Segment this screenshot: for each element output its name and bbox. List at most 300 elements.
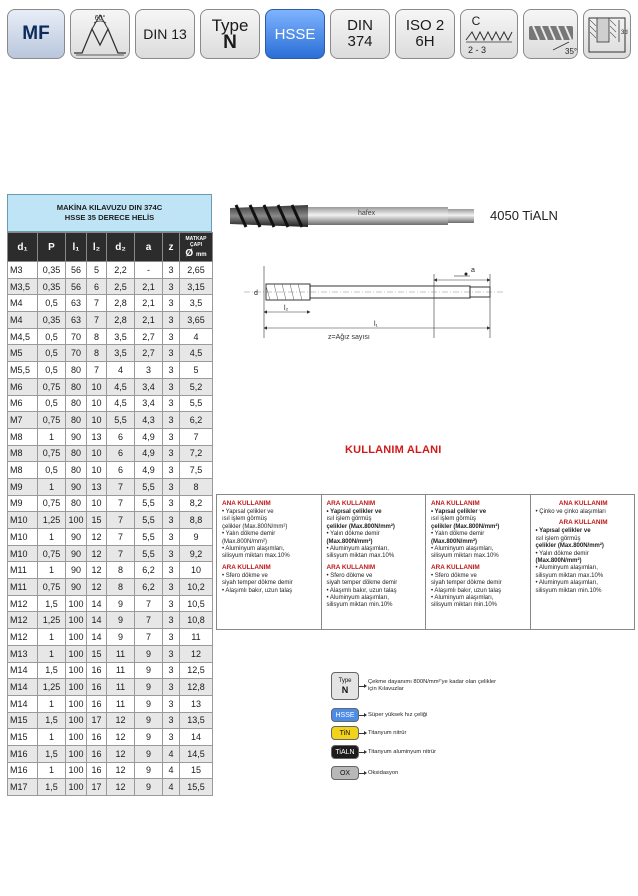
- badge-din374-line2: 374: [347, 33, 373, 50]
- table-cell: 7: [87, 362, 107, 379]
- legend-text: Çekme dayanımı 800N/mm²'ye kadar olan çelikler için Kılavuzlar: [368, 679, 497, 692]
- table-cell: 3,5: [107, 328, 135, 345]
- table-cell: 3,4: [135, 395, 163, 412]
- table-cell: 7: [87, 312, 107, 329]
- table-cell: 9: [180, 529, 213, 546]
- table-cell: M12: [8, 612, 38, 629]
- table-row: [8, 262, 213, 279]
- table-cell: 7: [87, 295, 107, 312]
- table-cell: 0,75: [38, 545, 66, 562]
- table-row: [8, 629, 213, 646]
- table-row: [8, 745, 213, 762]
- table-cell: 0,5: [38, 345, 66, 362]
- usage-item: • Aluminyum alaşımları,: [431, 546, 494, 553]
- table-cell: 16: [87, 729, 107, 746]
- usage-item: • Yapısal çelikler ve: [222, 509, 274, 515]
- table-cell: 3,5: [107, 345, 135, 362]
- table-cell: 3: [163, 512, 180, 529]
- table-cell: M16: [8, 762, 38, 779]
- table-cell: M17: [8, 779, 38, 796]
- usage-item: siyah temper dökme demir: [222, 580, 293, 587]
- table-cell: 16: [87, 695, 107, 712]
- table-row: [8, 462, 213, 479]
- table-cell: 3: [163, 562, 180, 579]
- usage-column: [531, 495, 635, 629]
- badge-din13: [135, 9, 195, 59]
- table-cell: 9: [135, 662, 163, 679]
- table-cell: 2,65: [180, 262, 213, 279]
- table-cell: 8: [107, 562, 135, 579]
- table-cell: 7: [135, 595, 163, 612]
- legend-text: Titanyum nitrür: [368, 729, 407, 736]
- table-cell: 5,5: [107, 412, 135, 429]
- table-cell: 1,5: [38, 779, 66, 796]
- legend-row: [331, 726, 406, 740]
- table-cell: 5,5: [135, 512, 163, 529]
- table-cell: 3: [163, 462, 180, 479]
- table-cell: 0,35: [38, 312, 66, 329]
- chamfer-threads-label: 2 - 3: [468, 45, 487, 55]
- table-cell: 9: [107, 629, 135, 646]
- usage-item: • Sfero dökme ve: [222, 572, 268, 579]
- table-cell: 9: [107, 612, 135, 629]
- usage-item: • Yapısal çelikler ve: [431, 509, 487, 515]
- legend-row: [331, 672, 498, 700]
- usage-item: (Max.800N/mm²): [535, 558, 582, 565]
- table-title-line1: MAKİNA KILAVUZU DIN 374C: [56, 203, 163, 212]
- table-row: [8, 562, 213, 579]
- arrow-right-icon: [359, 715, 364, 716]
- badge-iso-line1: ISO 2: [405, 17, 445, 34]
- table-cell: 4,3: [135, 412, 163, 429]
- table-cell: 3: [163, 645, 180, 662]
- table-cell: 16: [87, 762, 107, 779]
- table-cell: 100: [66, 612, 87, 629]
- usage-item: ısıl işlem görmüş: [222, 516, 268, 523]
- table-cell: 9: [135, 745, 163, 762]
- table-cell: 1: [38, 629, 66, 646]
- usage-item: (Max.800N/mm²): [326, 538, 373, 545]
- table-cell: 100: [66, 595, 87, 612]
- table-cell: 9,2: [180, 545, 213, 562]
- table-cell: 10: [87, 445, 107, 462]
- table-cell: 1: [38, 729, 66, 746]
- table-cell: M3: [8, 262, 38, 279]
- table-cell: 10: [87, 495, 107, 512]
- table-cell: 1: [38, 645, 66, 662]
- table-cell: M13: [8, 645, 38, 662]
- legend-badge: [331, 672, 359, 700]
- usage-item: (Max.800N/mm²): [431, 538, 478, 545]
- table-cell: 10,5: [180, 595, 213, 612]
- table-cell: 80: [66, 378, 87, 395]
- table-cell: 7: [107, 512, 135, 529]
- col-header-pitch: P: [38, 233, 66, 262]
- badge-type-n: [200, 9, 260, 59]
- table-cell: 3: [163, 362, 180, 379]
- table-cell: 9: [135, 762, 163, 779]
- badge-type-label: Type: [211, 16, 249, 35]
- table-cell: 14: [87, 629, 107, 646]
- table-cell: M14: [8, 679, 38, 696]
- table-cell: 3: [163, 729, 180, 746]
- table-cell: M10: [8, 512, 38, 529]
- drill-diameter-unit: mm: [195, 251, 207, 258]
- table-row: [8, 762, 213, 779]
- table-cell: 1,5: [38, 712, 66, 729]
- table-cell: M14: [8, 662, 38, 679]
- table-cell: 1: [38, 562, 66, 579]
- usage-item: • Aluminyum alaşımları,: [535, 580, 598, 587]
- table-cell: 3: [163, 395, 180, 412]
- col-header-z: z: [163, 233, 180, 262]
- badge-type-value: N: [223, 32, 237, 53]
- table-cell: 7: [135, 629, 163, 646]
- table-cell: 12,5: [180, 662, 213, 679]
- table-cell: M4: [8, 295, 38, 312]
- legend-row: [331, 745, 436, 759]
- usage-item: • Aluminyum alaşımları,: [535, 565, 598, 572]
- table-cell: 11: [107, 645, 135, 662]
- usage-item: • Yalın dökme demir: [431, 531, 485, 538]
- table-cell: M8: [8, 462, 38, 479]
- table-cell: 9: [135, 779, 163, 796]
- usage-item: (Max.800N/mm²): [222, 538, 268, 545]
- table-cell: 1: [38, 529, 66, 546]
- table-cell: M4,5: [8, 328, 38, 345]
- table-cell: 1,25: [38, 612, 66, 629]
- table-row: [8, 295, 213, 312]
- usage-item: çelikler (Max.800N/mm²): [222, 523, 288, 530]
- table-cell: M10: [8, 545, 38, 562]
- table-cell: M8: [8, 428, 38, 445]
- table-cell: 8,8: [180, 512, 213, 529]
- table-row: [8, 445, 213, 462]
- table-cell: 3: [163, 412, 180, 429]
- table-cell: 12: [87, 545, 107, 562]
- table-cell: 8: [87, 345, 107, 362]
- table-cell: 0,5: [38, 295, 66, 312]
- table-cell: 4,9: [135, 445, 163, 462]
- table-cell: 10: [87, 462, 107, 479]
- table-cell: 3: [163, 262, 180, 279]
- table-cell: M11: [8, 562, 38, 579]
- table-cell: 2,1: [135, 278, 163, 295]
- table-cell: M6: [8, 378, 38, 395]
- spec-badge-row: [7, 9, 631, 61]
- legend-text: Titanyum aluminyum nitrür: [368, 748, 437, 755]
- table-cell: 70: [66, 345, 87, 362]
- badge-iso-tolerance: [395, 9, 455, 59]
- usage-item: ısıl işlem görmüş: [326, 516, 372, 523]
- badge-hsse-label: HSSE: [274, 25, 316, 43]
- table-cell: 3: [163, 278, 180, 295]
- table-cell: 4,9: [135, 462, 163, 479]
- table-cell: 0,35: [38, 262, 66, 279]
- table-cell: 8: [107, 579, 135, 596]
- dim-label-l1: l₁: [374, 321, 378, 328]
- usage-item: • Sfero dökme ve: [431, 572, 477, 579]
- table-row: [8, 428, 213, 445]
- table-row: [8, 545, 213, 562]
- dim-label-l2: l₂: [284, 305, 289, 312]
- table-cell: 90: [66, 428, 87, 445]
- table-row: [8, 612, 213, 629]
- table-cell: 0,75: [38, 579, 66, 596]
- table-cell: 3: [163, 662, 180, 679]
- table-cell: 5: [87, 262, 107, 279]
- table-cell: M7: [8, 412, 38, 429]
- col-header-a: a: [135, 233, 163, 262]
- badge-thread-profile: [70, 9, 130, 59]
- col-header-d2: d₂: [107, 233, 135, 262]
- col-header-d1: d₁: [8, 233, 38, 262]
- legend-text: Oksidasyon: [368, 769, 399, 776]
- table-row: [8, 529, 213, 546]
- usage-item: • Aluminyum alaşımları,: [222, 546, 285, 553]
- table-cell: 5,5: [180, 395, 213, 412]
- table-cell: 4,5: [107, 378, 135, 395]
- table-cell: 3: [163, 712, 180, 729]
- table-cell: 12: [87, 579, 107, 596]
- table-cell: 17: [87, 712, 107, 729]
- col-header-l1: l₁: [66, 233, 87, 262]
- badge-chamfer-form: [460, 9, 518, 59]
- table-cell: 3: [163, 629, 180, 646]
- table-cell: 14: [180, 729, 213, 746]
- badge-din374-line1: DIN: [347, 17, 373, 34]
- usage-item: • Aluminyum alaşımları,: [326, 546, 389, 553]
- table-cell: 2,1: [135, 295, 163, 312]
- dim-label-a: a: [471, 267, 475, 274]
- usage-item: siyah temper dökme demir: [431, 580, 502, 587]
- table-cell: 2,5: [107, 278, 135, 295]
- table-cell: 6,2: [135, 562, 163, 579]
- table-cell: 11: [180, 629, 213, 646]
- usage-item: • Çinko ve çinko alaşımları: [535, 509, 606, 515]
- table-cell: 0,35: [38, 278, 66, 295]
- table-cell: 7,5: [180, 462, 213, 479]
- col-header-l2: l₂: [87, 233, 107, 262]
- table-cell: M9: [8, 478, 38, 495]
- table-cell: M14: [8, 695, 38, 712]
- table-cell: M4: [8, 312, 38, 329]
- tap-product-image: [228, 199, 478, 233]
- usage-item: • Yalın dökme demir: [222, 531, 276, 538]
- table-cell: 9: [135, 679, 163, 696]
- table-cell: 13,5: [180, 712, 213, 729]
- badge-mf-label: MF: [22, 23, 50, 44]
- badge-thread-depth: [583, 9, 631, 59]
- table-cell: 3: [163, 378, 180, 395]
- table-cell: 5,2: [180, 378, 213, 395]
- badge-din13-label: DIN 13: [143, 26, 187, 42]
- dim-label-d: d: [254, 290, 258, 297]
- table-cell: M8: [8, 445, 38, 462]
- table-cell: 3,65: [180, 312, 213, 329]
- table-cell: 3: [163, 445, 180, 462]
- table-cell: 11: [107, 695, 135, 712]
- table-cell: 2,8: [107, 312, 135, 329]
- table-cell: 16: [87, 679, 107, 696]
- table-cell: 80: [66, 495, 87, 512]
- usage-item: ısıl işlem görmüş: [535, 535, 581, 542]
- usage-item: çelikler (Max.800N/mm²): [326, 523, 395, 530]
- table-cell: 3: [163, 295, 180, 312]
- table-cell: 3: [163, 328, 180, 345]
- table-cell: 100: [66, 695, 87, 712]
- legend-text: Süper yüksek hız çeliği: [368, 711, 428, 718]
- table-cell: M16: [8, 745, 38, 762]
- table-cell: 3: [163, 679, 180, 696]
- table-row: [8, 412, 213, 429]
- table-cell: 6: [107, 428, 135, 445]
- table-cell: 15,5: [180, 779, 213, 796]
- usage-item: • Aluminyum alaşımları,: [326, 595, 389, 602]
- table-row: [8, 395, 213, 412]
- legend-badge-top: Type: [338, 678, 352, 684]
- legend-badge: HSSE: [331, 708, 359, 722]
- table-row: [8, 695, 213, 712]
- table-cell: 0,75: [38, 495, 66, 512]
- usage-column: [217, 495, 322, 629]
- table-cell: 14: [87, 595, 107, 612]
- table-cell: 10: [180, 562, 213, 579]
- table-cell: 11: [107, 662, 135, 679]
- table-cell: 7: [107, 478, 135, 495]
- table-cell: M9: [8, 495, 38, 512]
- table-cell: 100: [66, 629, 87, 646]
- table-cell: M12: [8, 629, 38, 646]
- table-cell: M15: [8, 712, 38, 729]
- table-row: [8, 328, 213, 345]
- table-cell: 10,8: [180, 612, 213, 629]
- badge-iso-line2: 6H: [415, 33, 435, 50]
- table-row: [8, 312, 213, 329]
- table-cell: 13: [180, 695, 213, 712]
- usage-item: • Aluminyum alaşımları,: [431, 595, 494, 602]
- table-cell: 8: [87, 328, 107, 345]
- table-cell: M5,5: [8, 362, 38, 379]
- table-cell: 90: [66, 529, 87, 546]
- table-row: [8, 779, 213, 796]
- table-title-line2: HSSE 35 DERECE HELİS: [64, 213, 155, 222]
- table-cell: 100: [66, 512, 87, 529]
- table-cell: 3,4: [135, 378, 163, 395]
- table-cell: 12: [107, 779, 135, 796]
- table-cell: 2,2: [107, 262, 135, 279]
- table-cell: 9: [107, 595, 135, 612]
- flute-count-note: z=Ağız sayısı: [328, 334, 370, 341]
- table-cell: 100: [66, 679, 87, 696]
- table-cell: 0,75: [38, 378, 66, 395]
- table-cell: 90: [66, 579, 87, 596]
- table-row: [8, 495, 213, 512]
- table-cell: 16: [87, 662, 107, 679]
- table-cell: 10,2: [180, 579, 213, 596]
- table-cell: 100: [66, 712, 87, 729]
- table-cell: 3: [163, 478, 180, 495]
- usage-item: çelikler (Max.800N/mm²): [535, 543, 604, 550]
- table-cell: 11: [107, 679, 135, 696]
- table-cell: 12: [87, 562, 107, 579]
- table-cell: 3: [163, 428, 180, 445]
- spiral-flute-icon: [525, 12, 577, 56]
- table-cell: 12: [107, 762, 135, 779]
- table-cell: 4,9: [135, 428, 163, 445]
- table-cell: 90: [66, 478, 87, 495]
- table-cell: 5,5: [135, 529, 163, 546]
- table-cell: 5,5: [135, 495, 163, 512]
- table-cell: 100: [66, 729, 87, 746]
- table-row: [8, 712, 213, 729]
- table-cell: 63: [66, 295, 87, 312]
- table-cell: 10: [87, 412, 107, 429]
- usage-item: silisyum miktarı min.10%: [431, 602, 498, 609]
- table-cell: 3: [163, 345, 180, 362]
- tap-technical-drawing: [244, 262, 504, 342]
- table-cell: 4: [107, 362, 135, 379]
- usage-heading: ANA KULLANIM: [431, 500, 480, 507]
- spiral-angle-label: 35°: [564, 47, 577, 56]
- table-cell: 4: [163, 779, 180, 796]
- table-cell: 2,7: [135, 345, 163, 362]
- badge-hsse: [265, 9, 325, 59]
- table-cell: 3: [163, 612, 180, 629]
- table-cell: 100: [66, 645, 87, 662]
- legend-badge: OX: [331, 766, 359, 780]
- table-cell: 16: [87, 745, 107, 762]
- table-row: [8, 579, 213, 596]
- table-cell: 3: [163, 495, 180, 512]
- table-cell: 80: [66, 362, 87, 379]
- table-cell: 63: [66, 312, 87, 329]
- legend-row: [331, 766, 398, 780]
- table-cell: 5,5: [135, 478, 163, 495]
- table-row: [8, 345, 213, 362]
- table-cell: 7: [107, 529, 135, 546]
- table-cell: 100: [66, 779, 87, 796]
- table-cell: 1: [38, 695, 66, 712]
- table-cell: 2,1: [135, 312, 163, 329]
- usage-item: siyah temper dökme demir: [326, 580, 398, 587]
- table-body: [8, 262, 213, 796]
- table-cell: 90: [66, 562, 87, 579]
- usage-item: silisyum miktarı min.10%: [535, 587, 602, 594]
- dimension-table-panel: [7, 194, 212, 796]
- usage-heading: ANA KULLANIM: [558, 500, 608, 507]
- table-cell: 3,5: [180, 295, 213, 312]
- usage-item: • Alaşımlı bakır, uzun talaş: [222, 587, 293, 594]
- table-cell: 4: [163, 762, 180, 779]
- table-cell: 9: [135, 695, 163, 712]
- table-cell: 12,8: [180, 679, 213, 696]
- table-cell: 12: [87, 529, 107, 546]
- table-row: [8, 662, 213, 679]
- table-cell: 6: [107, 462, 135, 479]
- table-cell: 3: [163, 312, 180, 329]
- table-cell: 8,2: [180, 495, 213, 512]
- table-row: [8, 595, 213, 612]
- product-code: 4050 TiALN: [490, 208, 558, 223]
- table-cell: 0,5: [38, 395, 66, 412]
- hole-depth-icon: [585, 12, 629, 56]
- col-header-drill-diameter: [180, 233, 213, 262]
- table-cell: 80: [66, 395, 87, 412]
- table-header-row: [8, 233, 213, 262]
- table-cell: 13: [87, 428, 107, 445]
- drill-diameter-header-text: MATKAP ÇAPI: [185, 235, 207, 248]
